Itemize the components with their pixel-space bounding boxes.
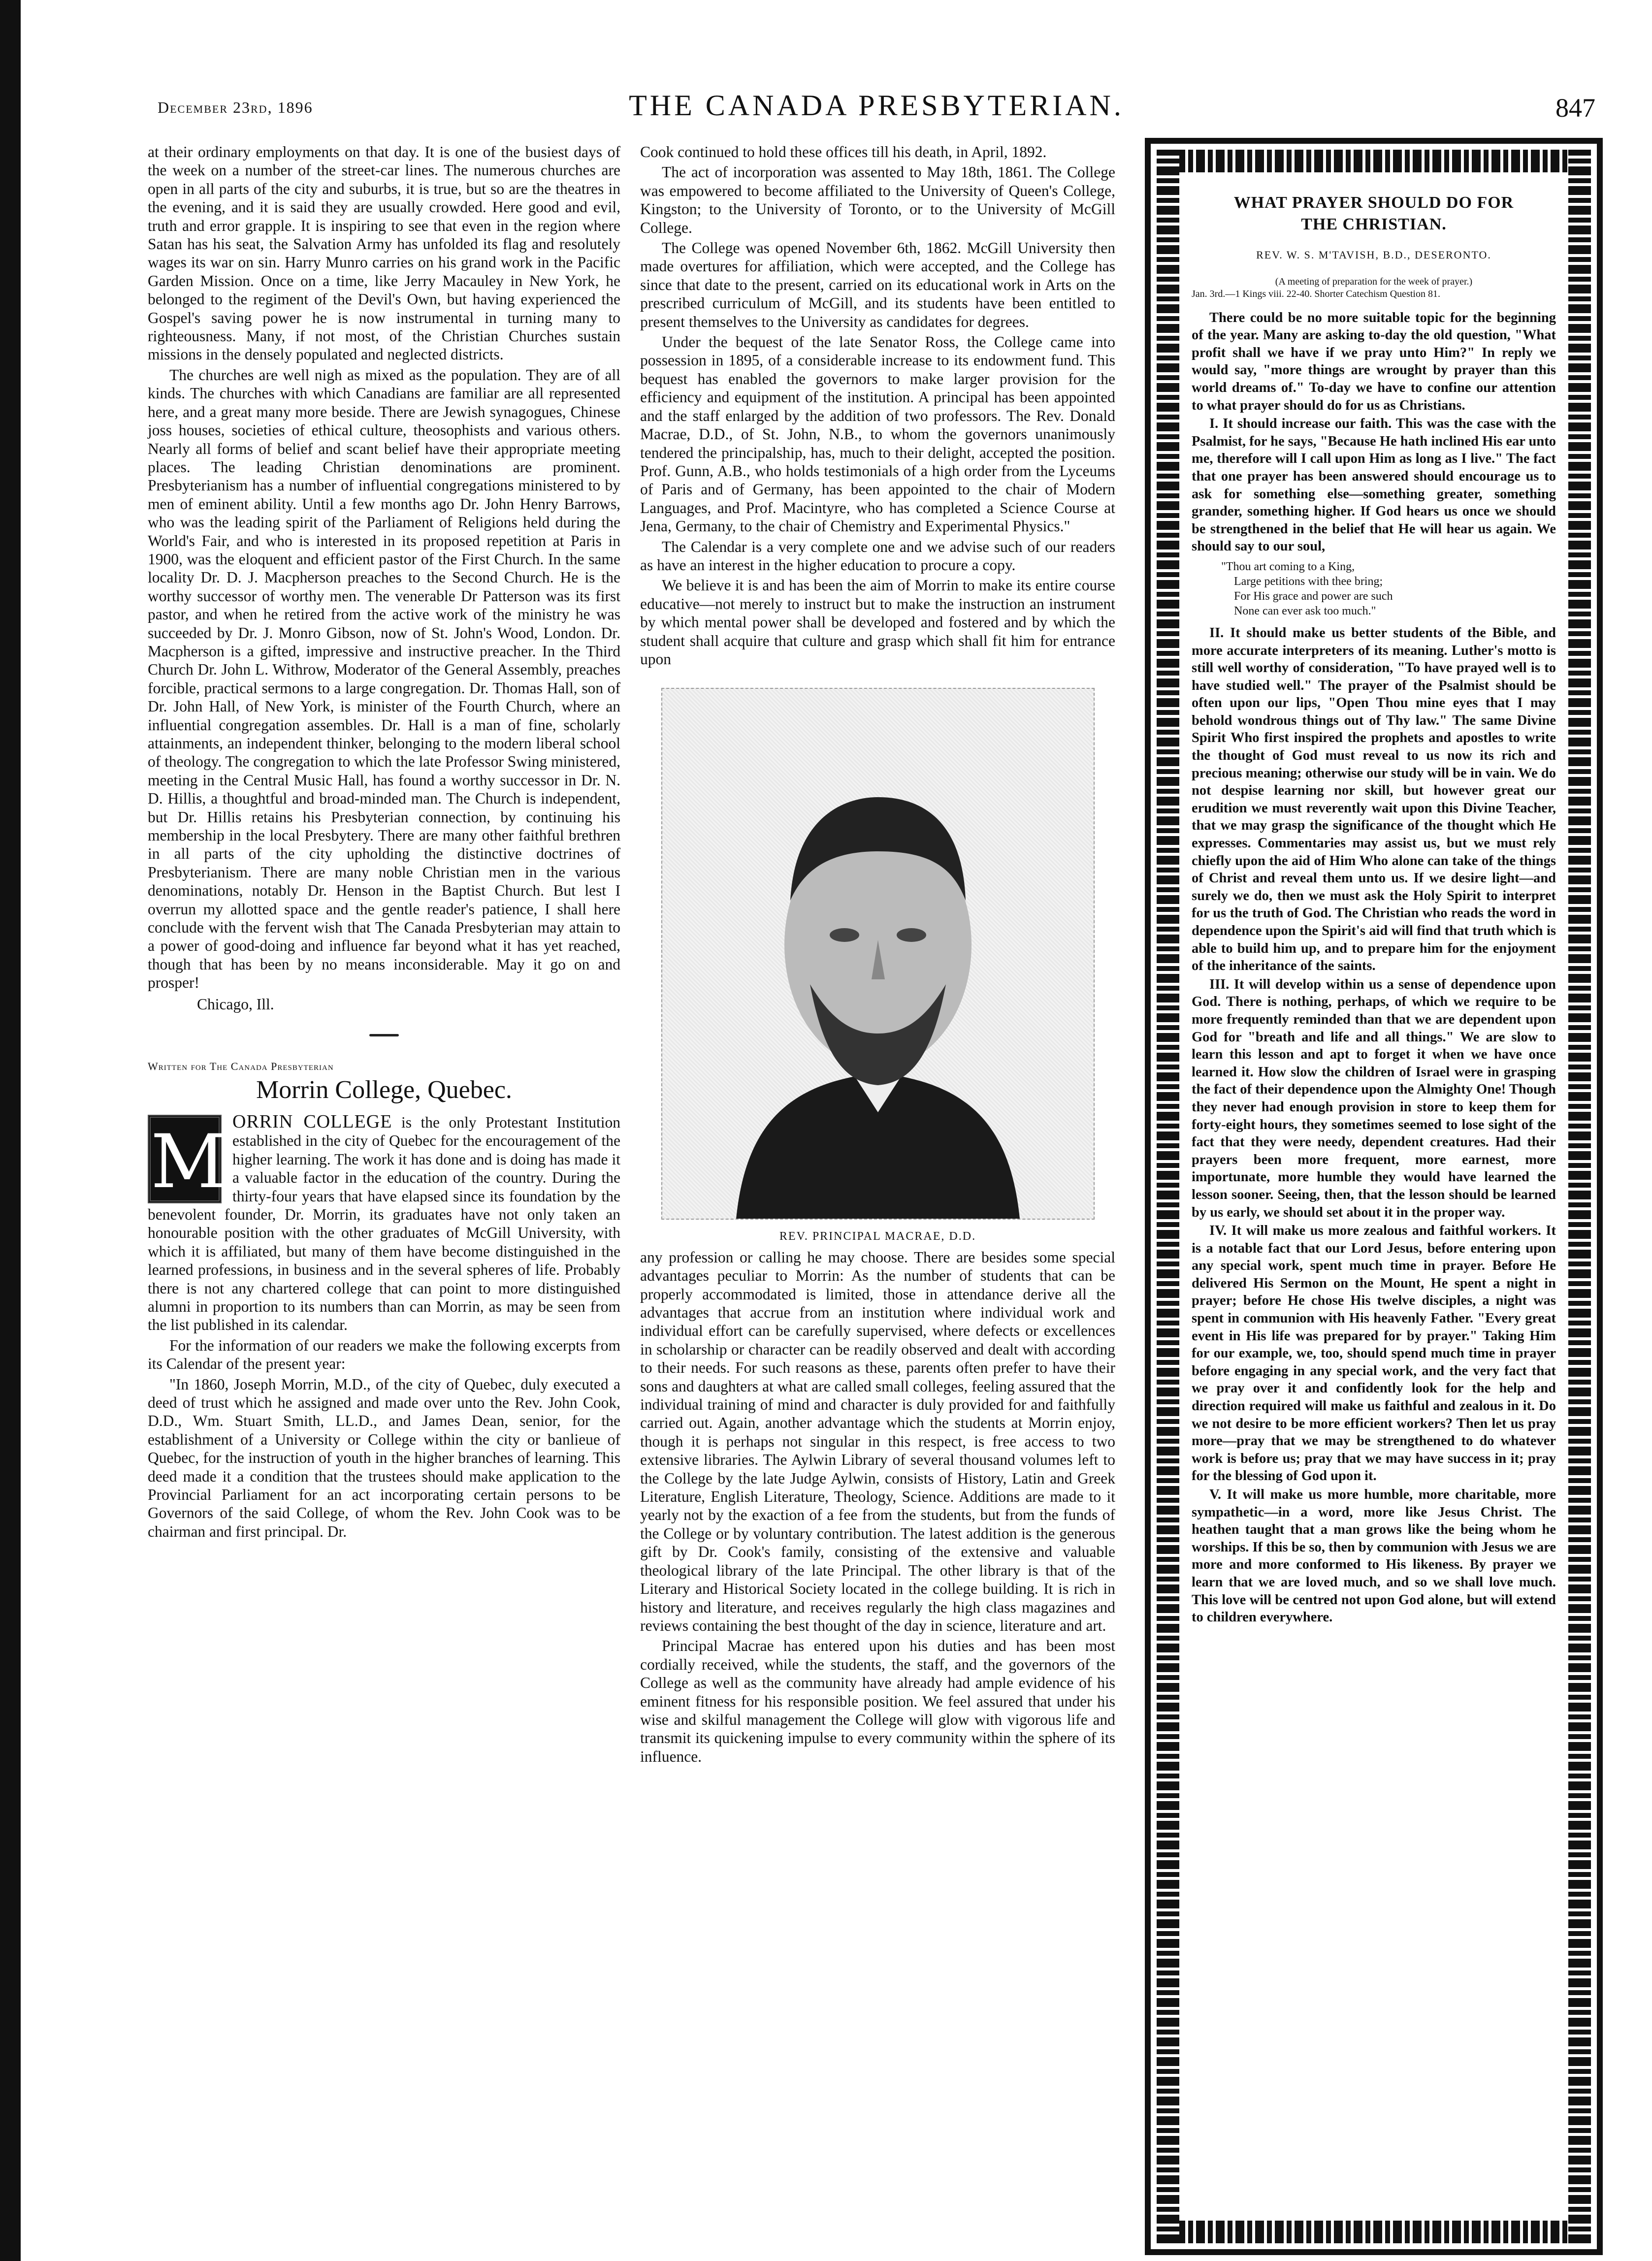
written-for-credit: Written for The Canada Presbyterian — [148, 1060, 334, 1073]
sidebar-note — [1192, 276, 1556, 300]
portrait-photo — [661, 688, 1095, 1220]
paragraph: The College was opened November 6th, 1862. McGill University then made overtures for affiliation, which were accepted, and the College has since that date to the present, carried on its educational work in Arts on the prescribed curriculum of McGill, and its students have been entitled to present themselves to the University as candidates for degrees. — [640, 239, 1115, 330]
paragraph: at their ordinary employments on that day. It is one of the busiest days of the week on a number of the street-car lines. The numerous churches are open in all parts of the city and suburbs, it is true, but so are the theatres in the evening, and it is said they are usually crowded. Here good and evil, truth and error grapple. It is inspiring to see that even in the region where Satan has his seat, the Salvation Army has unfolded its flag and resolutely wages its war on sin. Harry Munro carries on his grand work in the Pacific Garden Mission. Once on a time, like Jerry Macauley in New York, he belonged to the regiment of the Devil's Own, but having experienced the Gospel's saving power he is now instrumental in turning many to righteousness. Many, if not most, of the Christian Churches sustain missions in the densely populated and neglected districts. — [148, 143, 620, 363]
poem-line: None can ever ask too much." — [1234, 604, 1376, 617]
sidebar-title-line: THE CHRISTIAN. — [1301, 215, 1447, 233]
poem-line: "Thou art coming to a King, — [1221, 560, 1355, 573]
paragraph: V. It will make us more humble, more charitable, more sympathetic—in a word, more like Jesus Christ. The heathen taught that a man grows like the being whom he worships. If this be so, then by communion with Jesus we are more and more conformed to His likeness. By prayer we learn that we are loved much, and so we shall love much. This love will be centred not upon God alone, but will extend to children everywhere. — [1192, 1487, 1556, 1625]
column-2 — [640, 143, 1115, 2250]
paragraph: "In 1860, Joseph Morrin, M.D., of the city of Quebec, duly executed a deed of trust which he assigned and made over unto the Rev. John Cook, D.D., Wm. Stuart Smith, LL.D., and James Dean, senior, for the establishment of a University or College within the city or banlieue of Quebec, for the instruction of youth in the higher branches of learning. This deed made it a condition that the trustees should make application to the Provincial Parliament for an act incorporating certain persons to be Governors of the said College, of whom the Rev. John Cook was to be chairman and first principal. Dr. — [148, 1375, 620, 1540]
note-line: Jan. 3rd.—1 Kings viii. 22-40. Shorter Catechism Question 81. — [1192, 288, 1440, 299]
poem-line: For His grace and power are such — [1234, 589, 1393, 603]
poem-line: Large petitions with thee bring; — [1234, 575, 1383, 588]
paragraph: We believe it is and has been the aim of Morrin to make its entire course educative—not merely to instruct but to make the instruction an instrument by which mental power shall be developed and fostered and by which the student shall acquire that culture and grasp which shall fit him for entrance upon — [640, 577, 1115, 668]
paragraph-text: is the only Protestant Institution established in the city of Quebec for the encouragement of the higher learning. The work it has done and is doing has made it a valuable factor in the education of the country. During the thirty-four years that have elapsed since its foundation by the benevolent founder, Dr. Morrin, its graduates have not only taken an honourable position with the other graduates of McGill University, with which it is affiliated, but many of them have become distinguished in the learned professions, in business and in the several spheres of life. Probably there is not any chartered college that can point to more distinguished alumni in proportion to its numbers than can Morrin, as may be seen from the list published in its calendar. — [148, 1113, 620, 1334]
page-header — [148, 89, 1605, 128]
paragraph: The act of incorporation was assented to May 18th, 1861. The College was empowered to become affiliated to the University of Queen's College, Kingston; to the University of Toronto, or to the University of McGill College. — [640, 163, 1115, 236]
portrait-caption: REV. PRINCIPAL MACRAE, D.D. — [779, 1230, 976, 1243]
dateline-signature: Chicago, Ill. — [197, 995, 274, 1013]
paragraph: Under the bequest of the late Senator Ross, the College came into possession in 1895, of a considerable increase to its endowment fund. This bequest has enabled the governors to make larger provision for the efficiency and equipment of the institution. A principal has been appointed and the staff enlarged by the addition of two professors. The Rev. Donald Macrae, D.D., of St. John, N.B., to whom the governors unanimously tendered the principalship, has, much to their delight, accepted the position. Prof. Gunn, A.B., who holds testimonials of a high order from the Lyceums of Paris and of Germany, has been appointed to the chair of Modern Languages, and Prof. Macintyre, who has completed a Science Course at Jena, Germany, to the chair of Chemistry and Experimental Physics." — [640, 333, 1115, 535]
paragraph: I. It should increase our faith. This was the case with the Psalmist, for he says, "Because He hath inclined His ear unto me, therefore will I call upon Him as long as I live." The fact that one prayer has been answered should encourage us to ask for something else—something greater, something grander, something higher. If God hears us once we should be strengthened in the belief that He will hear us again. We should say to our soul, — [1192, 416, 1556, 554]
issue-date: December 23rd, 1896 — [158, 98, 313, 116]
paragraph: IV. It will make us more zealous and faithful workers. It is a notable fact that our Lord Jesus, before entering upon any special work, spent much time in prayer. Before He delivered His Sermon on the Mount, He spent a night in prayer; before He chose His twelve disciples, a night was spent in communion with His heavenly Father. "Every great event in His life was prepared for by prayer." Taking Him for our example, we, too, should spend much time in prayer before engaging in any special work, and the very fact that we pray over it and confidently look for the help and direction required will make us faithful and zealous in it. Do we not desire to be more efficient workers? Then let us pray more—pray that we may be strengthened to do whatever work is before us; pray that we may have success in it; pray for the blessing of God upon it. — [1192, 1223, 1556, 1484]
paragraph: any profession or calling he may choose. There are besides some special advantages peculiar to Morrin: As the number of students that can be properly accommodated is limited, those in attendance derive all the advantages that accrue from an institution where individual work and individual effort can be carefully supervised, where defects or excellences in scholarship or character can be readily observed and dealt with according to their needs. For such reasons as these, parents often prefer to have their sons and daughters at what are called small colleges, feeling assured that the individual training of mind and character is duly provided for and faithfully carried out. Again, another advantage which the students at Morrin enjoy, though it is perhaps not singular in this respect, is free access to two extensive libraries. The Aylwin Library of several thousand volumes left to the College by the late Judge Aylwin, consists of History, Latin and Greek Literature, English Literature, Theology, Science. Additions are made to it yearly not by the exaction of a fee from the students, but from the funds of the College or by voluntary contribution. The latest addition is the generous gift by Dr. Cook's family, consisting of the extensive and valuable theological library of the late Principal. The other library is that of the Literary and Historical Society located in the college building. It is rich in history and literature, and receives regularly the high class magazines and reviews containing the best thought of the day in science, literature and art. — [640, 1248, 1115, 1634]
decorative-border-right — [1568, 150, 1591, 2243]
sidebar-title-line: WHAT PRAYER SHOULD DO FOR — [1233, 194, 1514, 212]
paragraph: The Calendar is a very complete one and we advise such of our readers as have an interest in the higher education to procure a copy. — [640, 538, 1115, 574]
lead-in: ORRIN COLLEGE — [232, 1111, 392, 1132]
publication-title: THE CANADA PRESBYTERIAN. — [629, 89, 1124, 122]
sidebar-title — [1192, 192, 1556, 235]
article-title: Morrin College, Quebec. — [256, 1075, 512, 1104]
note-line: (A meeting of preparation for the week of prayer.) — [1275, 276, 1473, 287]
decorative-border-top — [1157, 150, 1591, 172]
sidebar-article — [1192, 192, 1556, 2211]
portrait-illustration — [662, 689, 1094, 1219]
scan-margin-bar — [0, 0, 21, 2261]
poem-quote — [1221, 559, 1556, 618]
page-number: 847 — [1555, 93, 1595, 123]
paragraph: Cook continued to hold these offices till his death, in April, 1892. — [640, 143, 1047, 161]
ornamental-dropcap: M — [148, 1115, 222, 1203]
paragraph: There could be no more suitable topic for the beginning of the year. Many are asking to-day the old question, "What profit shall we have if we pray unto Him?" In reply we would say, "more things are wrought by prayer than this world dreams of." To-day we have to confine our attention to what prayer should do for us as Christians. — [1192, 310, 1556, 413]
paragraph: II. It should make us better students of the Bible, and more accurate interpreters of its meaning. Luther's motto is still well worthy of consideration, "To have prayed well is to have studied well." The prayer of the Psalmist should be often upon our lips, "Open Thou mine eyes that I may behold wondrous things out of Thy law." The same Divine Spirit Who first inspired the prophets and apostles to write the thought of God must reveal to us now its rich and precious meaning; otherwise our study will be in vain. We do not despise learning nor skill, but however great our erudition we must reverently wait upon this Divine Teacher, that we may grasp the significance of the thought which He expresses. Commentaries may assist us, but we must rely chiefly upon the aid of Him Who alone can take of the things of Christ and reveal them unto us. If we desire light—and surely we do, then we must ask the Holy Spirit to interpret for us the truth of God. The Christian who reads the word in dependence upon the Spirit's aid will find that truth which is able to build him up, and to prepare him for the enjoyment of the inheritance of the saints. — [1192, 625, 1556, 974]
paragraph: Principal Macrae has entered upon his duties and has been most cordially received, while the students, the staff, and the governors of the College as well as the community have already had ample evidence of his eminent fitness for his responsible position. We feel assured that under his wise and skilful management the College will glow with vigorous life and transmit its quickening impulse to every community within the sphere of its influence. — [640, 1637, 1115, 1765]
column-1 — [148, 143, 620, 2250]
section-divider — [369, 1034, 399, 1036]
paragraph: For the information of our readers we make the following excerpts from its Calendar of the present year: — [148, 1336, 620, 1373]
paragraph: The churches are well nigh as mixed as the population. They are of all kinds. The churches with which Canadians are familiar are all represented here, and a great many more beside. There are Jewish synagogues, Chinese joss houses, societies of ethical culture, theosophists and various others. Nearly all forms of belief and scant belief have their appropriate meeting places. The leading Christian denominations are prominent. Presbyterianism has a number of influential congregations ministered to by men of eminent ability. Until a few months ago Dr. John Henry Barrows, who was the leading spirit of the Parliament of Religions held during the World's Fair, and who is interested in its proposed repetition at Paris in 1900, was the eloquent and efficient pastor of the First Church. In the same locality Dr. D. J. Macpherson preaches to the Second Church. He is the worthy successor of worthy men. The venerable Dr Patterson was its first pastor, and when he retired from the active work of the ministry he was succeeded by Dr. J. Monro Gibson, now of St. John's Wood, London. Dr. Macpherson is a gifted, impressive and instructive preacher. In the Third Church Dr. John L. Withrow, Moderator of the General Assembly, preaches forcible, practical sermons to a large congregation. Dr. Thomas Hall, son of Dr. John Hall, of New York, is minister of the Fourth Church, where an influential congregation assembles. Dr. Hall is a man of fine, scholarly attainments, an independent thinker, belonging to the modern liberal school of theology. The congregation to which the late Professor Swing ministered, meeting in the Central Music Hall, has found a worthy successor in Dr. N. D. Hillis, a thoughtful and broad-minded man. The Church is independent, but Dr. Hillis retains his Presbyterian connection, by continuing his membership in the local Presbytery. There are many other faithful brethren in all parts of the city upholding the distinctive doctrines of Presbyterianism. There are many noble Christian men in the various denominations, notably Dr. Henson in the Baptist Church. But lest I overrun my allotted space and the gentle reader's patience, I shall here conclude with the fervent wish that The Canada Presbyterian may attain to a power of good-doing and influence far beyond what it has yet reached, though that has been by no means inconsiderable. May it go on and prosper! — [148, 366, 620, 992]
decorative-border-left — [1157, 150, 1179, 2243]
sidebar-author: REV. W. S. M'TAVISH, B.D., DESERONTO. — [1256, 249, 1491, 261]
paragraph: III. It will develop within us a sense of dependence upon God. There is nothing, perhaps, of which we require to be more frequently reminded than that we are dependent upon God for "breath and life and all things." We are slow to learn this lesson and apt to forget it when we have once learned it. How slow the children of Israel were in grasping the fact of their dependence upon the Almighty One! Though they never had enough provision in store to keep them for forty-eight hours, they sometimes seemed to lose sight of the fact that they were needy, dependent creatures. Had their prayers been more frequent, more earnest, more importunate, more humble they would have learned the lesson sooner. Seeing, then, that the lesson should be learned by us early, we should set about it in the proper way. — [1192, 976, 1556, 1220]
decorative-border-bottom — [1157, 2221, 1591, 2243]
